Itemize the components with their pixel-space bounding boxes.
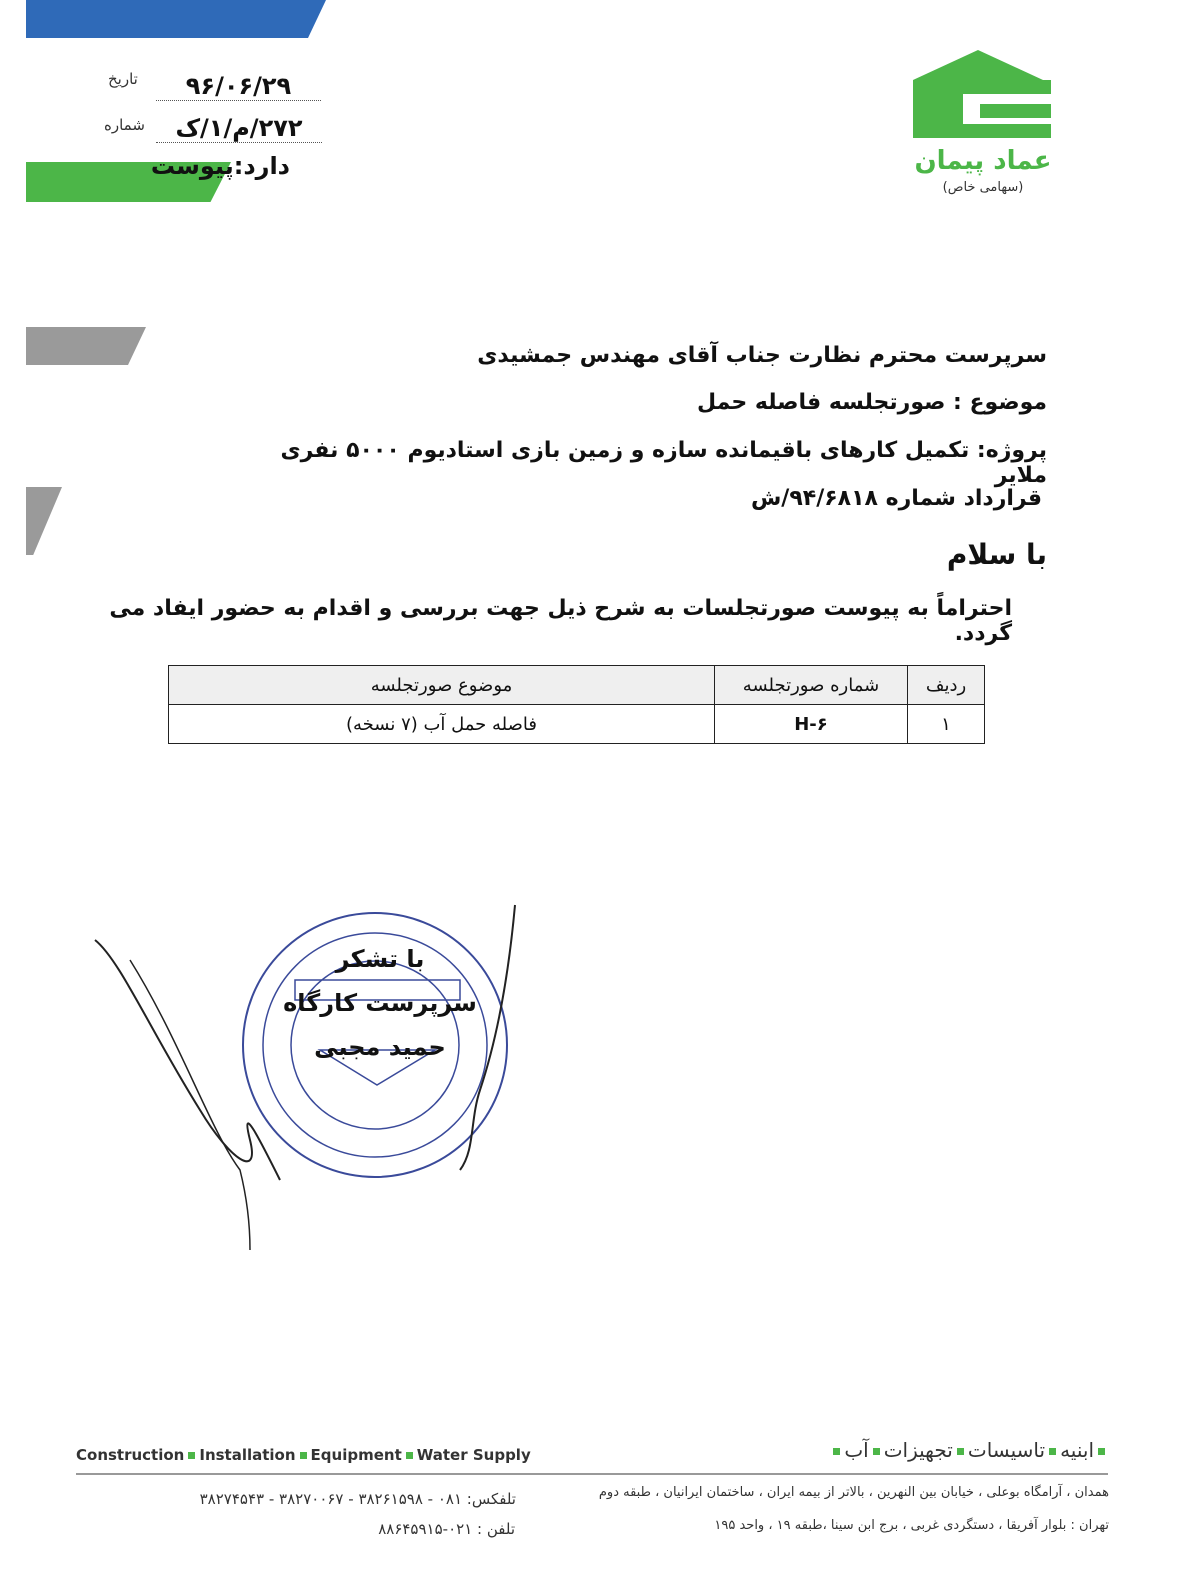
company-stamp-icon xyxy=(90,880,530,1260)
service-fa-3: آب xyxy=(844,1438,869,1462)
date-row xyxy=(108,68,323,98)
bullet-square-icon xyxy=(1049,1448,1056,1455)
signature-name: حمید مجبی xyxy=(314,1033,446,1061)
footer-address-hamedan: همدان ، آرامگاه بوعلی ، خیابان بین النهرین ، بالاتر از بیمه ایران ، ساختمان ایرانیان ، طبقه دوم xyxy=(598,1485,1109,1500)
cell-row-number: ۱ xyxy=(908,705,985,744)
bullet-square-icon xyxy=(1098,1448,1105,1455)
bullet-square-icon xyxy=(957,1448,964,1455)
logo-emblem-icon xyxy=(908,50,1058,140)
attachment-row xyxy=(150,152,290,180)
bullet-square-icon xyxy=(406,1452,413,1459)
bullet-square-icon xyxy=(188,1452,195,1459)
table-header-row xyxy=(169,666,985,705)
footer-services-en xyxy=(76,1446,531,1464)
footer-phone xyxy=(330,1520,515,1538)
service-en-water: Water Supply xyxy=(416,1446,531,1464)
gray-stripe-bottom xyxy=(26,487,62,555)
number-label: شماره xyxy=(104,116,145,134)
bullet-square-icon xyxy=(873,1448,880,1455)
logo-name: عماد پیمان xyxy=(914,146,1052,176)
gray-stripe-top xyxy=(26,327,146,365)
cell-minutes-number: H-۶ xyxy=(715,705,908,744)
bullet-square-icon xyxy=(833,1448,840,1455)
service-fa-0: ابنیه xyxy=(1060,1438,1094,1462)
fax-numbers: ۰۸۱ - ۳۸۲۶۱۵۹۸ - ۳۸۲۷۰۰۶۷ - ۳۸۲۷۴۵۴۳ xyxy=(199,1490,463,1508)
signature-thanks: با تشکر xyxy=(335,945,425,973)
phone-label: تلفن : xyxy=(477,1520,515,1538)
footer-address-tehran: تهران : بلوار آفریقا ، دستگردی غربی ، برج ابن سینا ،طبقه ۱۹ ، واحد ۱۹۵ xyxy=(714,1518,1109,1533)
cell-minutes-subject: فاصله حمل آب (۷ نسخه) xyxy=(169,705,715,744)
logo-subtitle: (سهامی خاص) xyxy=(942,180,1024,195)
service-fa-2: تجهیزات xyxy=(883,1438,953,1462)
phone-number: ۰۲۱-۸۸۶۴۵۹۱۵ xyxy=(378,1520,473,1538)
greeting: با سلام xyxy=(946,538,1047,571)
attachment-value: پیوست xyxy=(150,152,234,180)
minutes-table xyxy=(168,665,985,744)
contract-line: قرارداد شماره ۹۴/۶۸۱۸/ش xyxy=(750,486,1042,511)
date-value: ۹۶/۰۶/۲۹ xyxy=(156,72,321,101)
header-minutes-subject: موضوع صورتجلسه xyxy=(169,666,715,705)
date-label: تاریخ xyxy=(108,70,138,88)
number-value: ۲۷۲/م/۱/ک xyxy=(156,114,322,143)
company-logo xyxy=(908,50,1058,200)
signature-block xyxy=(270,945,490,1061)
service-en-equipment: Equipment xyxy=(310,1446,402,1464)
service-en-construction: Construction xyxy=(76,1446,185,1464)
service-fa-1: تاسیسات xyxy=(967,1438,1046,1462)
signature-title: سرپرست کارگاه xyxy=(283,989,477,1017)
header-minutes-number: شماره صورتجلسه xyxy=(715,666,908,705)
footer-services-fa xyxy=(829,1438,1109,1462)
table-row xyxy=(169,705,985,744)
footer-rule xyxy=(76,1473,1108,1475)
footer-fax xyxy=(76,1490,516,1508)
body-paragraph: احتراماً به پیوست صورتجلسات به شرح ذیل جهت بررسی و اقدام به حضور ایفاد می گردد. xyxy=(109,596,1012,646)
header-row-number: ردیف xyxy=(908,666,985,705)
project-line: پروژه: تکمیل کارهای باقیمانده سازه و زمین بازی استادیوم ۵۰۰۰ نفری ملایر xyxy=(280,438,1047,488)
attachment-label: دارد: xyxy=(233,152,290,180)
header-blue-stripe xyxy=(26,0,326,38)
service-en-installation: Installation xyxy=(199,1446,296,1464)
subject-line: موضوع : صورتجلسه فاصله حمل xyxy=(697,390,1047,415)
number-row xyxy=(104,112,324,142)
bullet-square-icon xyxy=(300,1452,307,1459)
recipient-line: سرپرست محترم نظارت جناب آقای مهندس جمشیدی xyxy=(477,343,1047,368)
fax-label: تلفکس: xyxy=(466,1490,516,1508)
